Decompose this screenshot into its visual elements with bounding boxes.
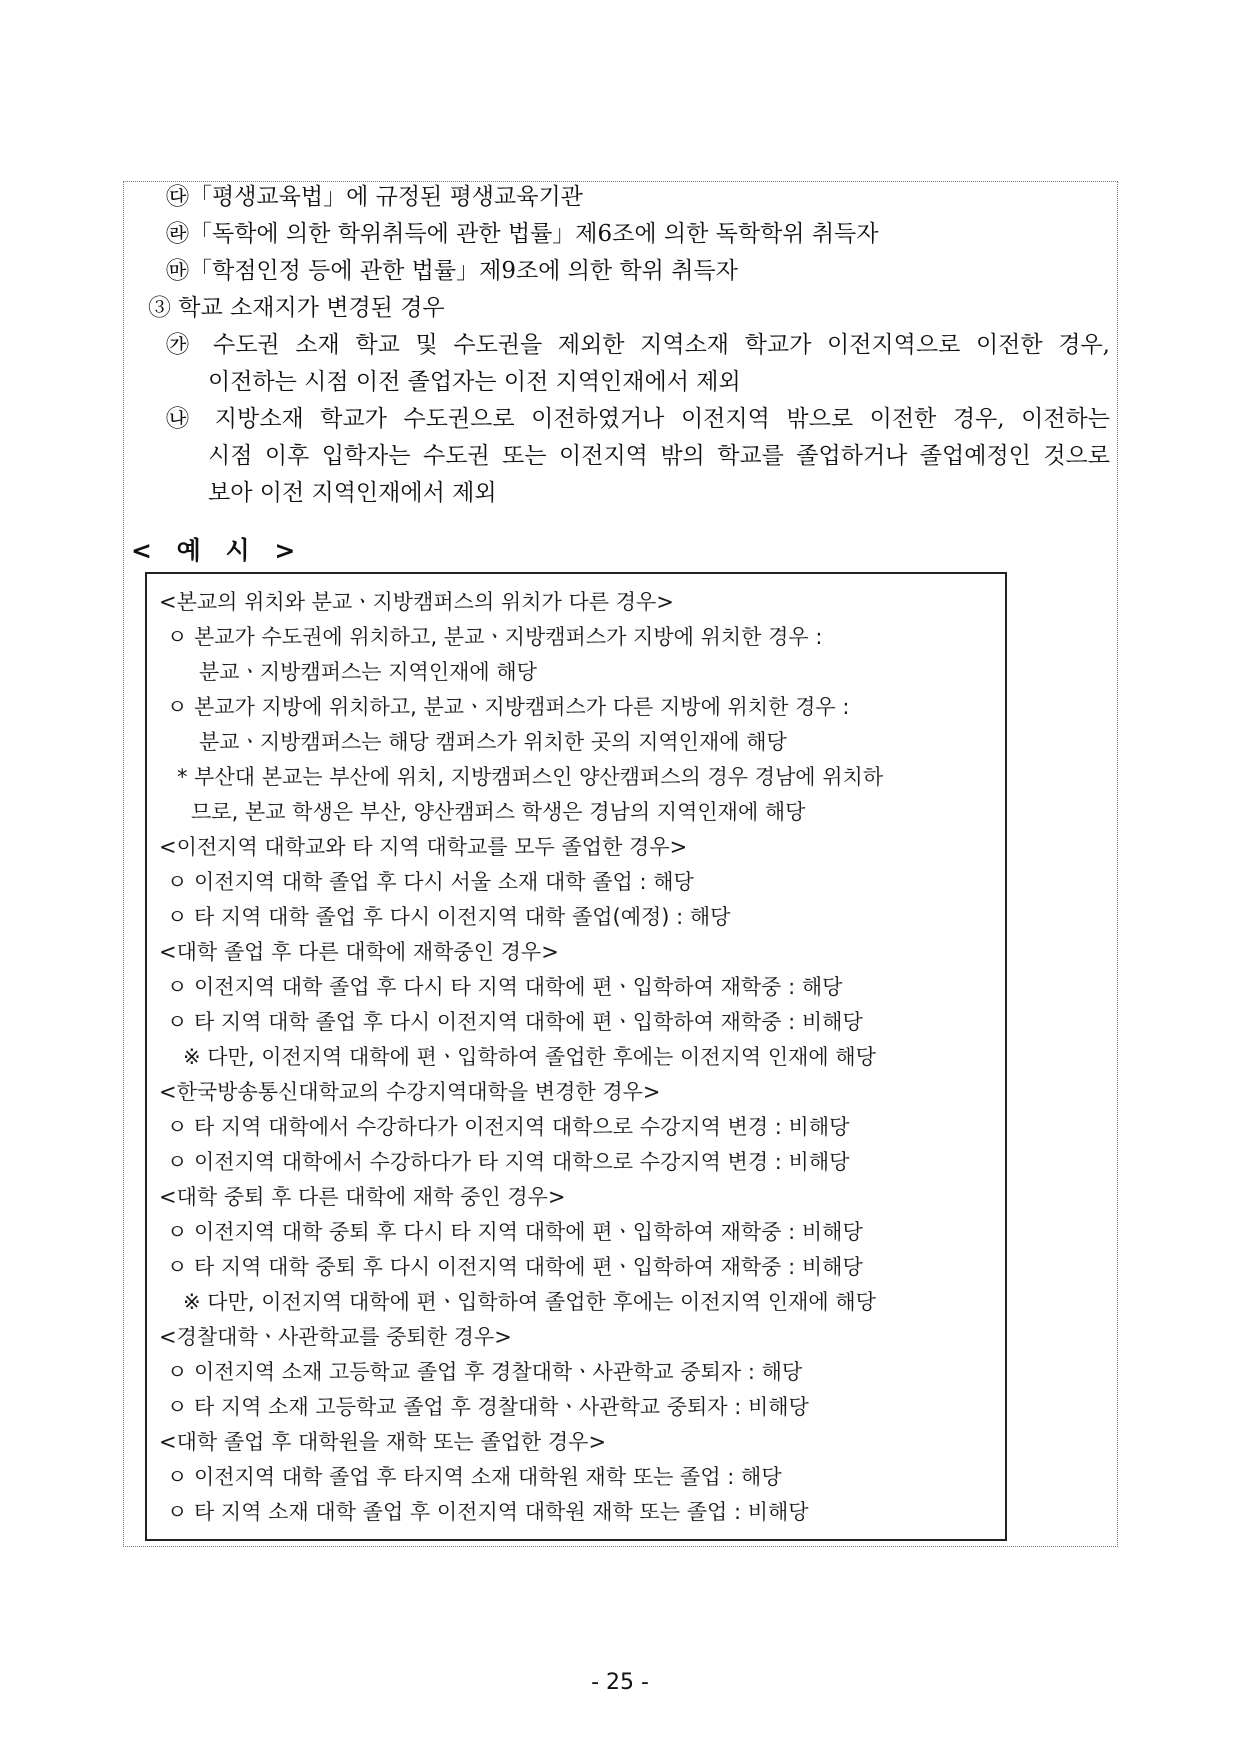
example-item: ㅇ 타 지역 대학에서 수강하다가 이전지역 대학으로 수강지역 변경 : 비해당 bbox=[167, 1115, 850, 1139]
example-item: ㅇ 타 지역 대학 중퇴 후 다시 이전지역 대학에 편ㆍ입학하여 재학중 : 비해당 bbox=[167, 1255, 863, 1279]
list-item-ga-continued: 이전하는 시점 이전 졸업자는 이전 지역인재에서 제외 bbox=[208, 369, 741, 395]
list-item-ga: ㉮ 수도권 소재 학교 및 수도권을 제외한 지역소재 학교가 이전지역으로 이전한 경우, bbox=[166, 332, 1110, 358]
example-heading: < 예 시 > bbox=[131, 536, 304, 565]
example-item: ㅇ 이전지역 대학 중퇴 후 다시 타 지역 대학에 편ㆍ입학하여 재학중 : 비해당 bbox=[167, 1220, 863, 1244]
example-item: ㅇ 타 지역 대학 졸업 후 다시 이전지역 대학 졸업(예정) : 해당 bbox=[167, 905, 731, 929]
example-case-heading: <대학 중퇴 후 다른 대학에 재학 중인 경우> bbox=[159, 1185, 566, 1209]
page-number: - 25 - bbox=[591, 1670, 649, 1695]
example-item-continued: 분교ㆍ지방캠퍼스는 지역인재에 해당 bbox=[199, 660, 537, 684]
example-case-heading: <경찰대학ㆍ사관학교를 중퇴한 경우> bbox=[159, 1325, 512, 1349]
example-note: * 부산대 본교는 부산에 위치, 지방캠퍼스인 양산캠퍼스의 경우 경남에 위치하 bbox=[177, 765, 884, 789]
list-item-credit-recognition: ㉲「학점인정 등에 관한 법률」제9조에 의한 학위 취득자 bbox=[166, 258, 738, 284]
section-heading-location-change: ③ 학교 소재지가 변경된 경우 bbox=[148, 295, 445, 321]
example-case-heading: <대학 졸업 후 다른 대학에 재학중인 경우> bbox=[159, 940, 559, 964]
example-box bbox=[145, 572, 1007, 1541]
example-case-heading: <한국방송통신대학교의 수강지역대학을 변경한 경우> bbox=[159, 1080, 661, 1104]
example-item: ㅇ 본교가 지방에 위치하고, 분교ㆍ지방캠퍼스가 다른 지방에 위치한 경우 : bbox=[167, 695, 850, 719]
list-item-lifelong-education: ㉰「평생교육법」에 규정된 평생교육기관 bbox=[166, 184, 583, 210]
example-item: ㅇ 이전지역 대학 졸업 후 다시 서울 소재 대학 졸업 : 해당 bbox=[167, 870, 694, 894]
example-case-heading: <대학 졸업 후 대학원을 재학 또는 졸업한 경우> bbox=[159, 1430, 607, 1454]
example-case-heading: <본교의 위치와 분교ㆍ지방캠퍼스의 위치가 다른 경우> bbox=[159, 590, 674, 614]
example-item: ㅇ 이전지역 소재 고등학교 졸업 후 경찰대학ㆍ사관학교 중퇴자 : 해당 bbox=[167, 1360, 803, 1384]
list-item-na-continued: 시점 이후 입학자는 수도권 또는 이전지역 밖의 학교를 졸업하거나 졸업예정인 것으로 bbox=[208, 443, 1110, 469]
list-item-self-study-degree: ㉱「독학에 의한 학위취득에 관한 법률」제6조에 의한 독학학위 취득자 bbox=[166, 221, 879, 247]
example-item: ㅇ 본교가 수도권에 위치하고, 분교ㆍ지방캠퍼스가 지방에 위치한 경우 : bbox=[167, 625, 823, 649]
example-item: ㅇ 타 지역 소재 대학 졸업 후 이전지역 대학원 재학 또는 졸업 : 비해당 bbox=[167, 1500, 809, 1524]
example-item: ㅇ 이전지역 대학 졸업 후 다시 타 지역 대학에 편ㆍ입학하여 재학중 : 해당 bbox=[167, 975, 843, 999]
example-item: ㅇ 타 지역 소재 고등학교 졸업 후 경찰대학ㆍ사관학교 중퇴자 : 비해당 bbox=[167, 1395, 809, 1419]
example-item-continued: 분교ㆍ지방캠퍼스는 해당 캠퍼스가 위치한 곳의 지역인재에 해당 bbox=[199, 730, 787, 754]
list-item-na: ㉯ 지방소재 학교가 수도권으로 이전하였거나 이전지역 밖으로 이전한 경우, 이전하는 bbox=[166, 406, 1110, 432]
example-note: ※ 다만, 이전지역 대학에 편ㆍ입학하여 졸업한 후에는 이전지역 인재에 해당 bbox=[183, 1045, 876, 1069]
example-case-heading: <이전지역 대학교와 타 지역 대학교를 모두 졸업한 경우> bbox=[159, 835, 688, 859]
example-item: ㅇ 이전지역 대학 졸업 후 타지역 소재 대학원 재학 또는 졸업 : 해당 bbox=[167, 1465, 782, 1489]
example-note-continued: 므로, 본교 학생은 부산, 양산캠퍼스 학생은 경남의 지역인재에 해당 bbox=[191, 800, 806, 824]
example-note: ※ 다만, 이전지역 대학에 편ㆍ입학하여 졸업한 후에는 이전지역 인재에 해당 bbox=[183, 1290, 876, 1314]
example-item: ㅇ 타 지역 대학 졸업 후 다시 이전지역 대학에 편ㆍ입학하여 재학중 : 비해당 bbox=[167, 1010, 863, 1034]
list-item-na-continued-2: 보아 이전 지역인재에서 제외 bbox=[208, 480, 497, 506]
example-item: ㅇ 이전지역 대학에서 수강하다가 타 지역 대학으로 수강지역 변경 : 비해당 bbox=[167, 1150, 850, 1174]
